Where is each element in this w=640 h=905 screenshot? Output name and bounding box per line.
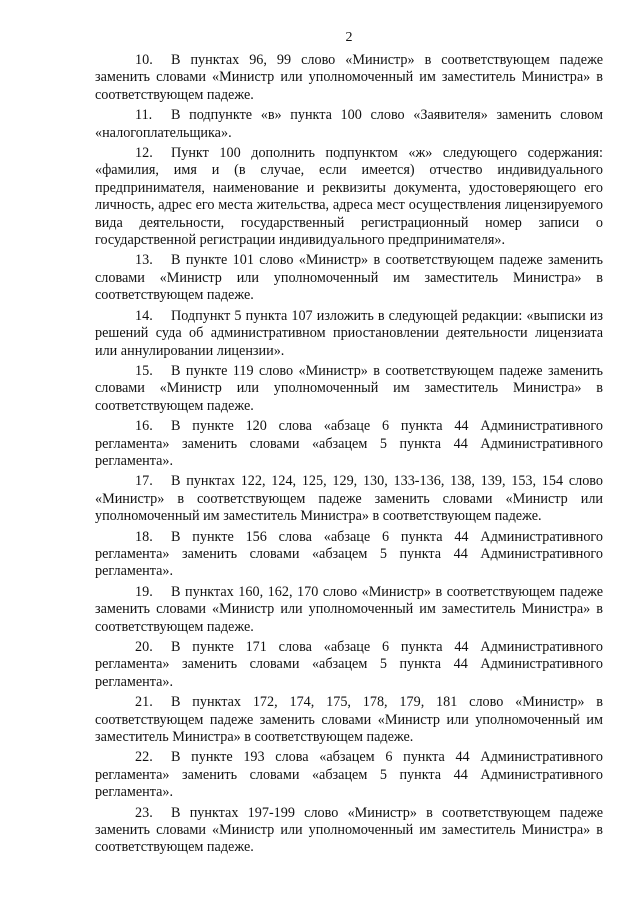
amendment-item-10 — [95, 52, 603, 104]
item-text: В пунктах 197-199 слово «Министр» в соответствующем падеже заменить словами «Министр или уполномоченный им заместитель Министра» в соответствующем падеже. — [95, 804, 603, 856]
item-text: В пункте 119 слово «Министр» в соответствующем падеже заменить словами «Министр или уполномоченный им заместитель Министра» в соответствующем падеже. — [95, 362, 603, 414]
item-text: В пункте 171 слова «абзаце 6 пункта 44 Административного регламента» заменить словами «абзацем 5 пункта 44 Административного регламента». — [95, 639, 603, 690]
amendment-item-21 — [95, 694, 603, 746]
item-text: В пунктах 122, 124, 125, 129, 130, 133-136, 138, 139, 153, 154 слово «Министр» в соответствующем падеже заменить словами «Министр или уполномоченный им заместитель Министра» в соответствующем падеже. — [95, 473, 603, 525]
amendment-item-23 — [95, 805, 603, 857]
amendment-item-18 — [95, 529, 603, 581]
amendment-item-19 — [95, 584, 603, 636]
amendment-item-20 — [95, 639, 603, 691]
item-number: 10. — [135, 52, 153, 68]
amendment-item-13 — [95, 252, 603, 304]
amendment-item-17 — [95, 473, 603, 525]
item-text: В пункте 120 слова «абзаце 6 пункта 44 Административного регламента» заменить словами «абзацем 5 пункта 44 Административного регламента». — [95, 418, 603, 469]
item-number: 23. — [135, 804, 153, 821]
item-number: 22. — [135, 749, 153, 766]
page-number: 2 — [345, 30, 353, 45]
item-number: 21. — [135, 694, 153, 711]
item-text: В пунктах 172, 174, 175, 178, 179, 181 слово «Министр» в соответствующем падеже заменить словами «Министр или уполномоченный им заместитель Министра» в соответствующем падеже. — [95, 694, 603, 746]
item-text: В пункте 193 слова «абзацем 6 пункта 44 Административного регламента» заменить словами «абзацем 5 пункта 44 Административного регламента». — [95, 749, 603, 801]
item-number: 13. — [135, 252, 153, 269]
item-number: 19. — [135, 583, 153, 600]
item-text: В пунктах 96, 99 слово «Министр» в соответствующем падеже заменить словами «Министр или уполномоченный им заместитель Министра» в соответствующем падеже. — [95, 52, 603, 103]
item-number: 12. — [135, 145, 153, 162]
item-number: 14. — [135, 307, 153, 324]
item-text: В пункте 156 слова «абзаце 6 пункта 44 Административного регламента» заменить словами «абзацем 5 пункта 44 Административного регламента». — [95, 528, 603, 580]
amendment-item-14 — [95, 308, 603, 360]
amendment-item-16 — [95, 418, 603, 470]
amendment-item-15 — [95, 363, 603, 415]
amendment-item-12 — [95, 145, 603, 249]
item-number: 11. — [135, 107, 153, 124]
document-page — [95, 30, 603, 860]
item-text: Пункт 100 дополнить подпунктом «ж» следующего содержания: «фамилия, имя и (в случае, если имеется) отчество индивидуального предпринимателя, наименование и реквизиты документа, удостоверяющего его личность, адрес его места жительства, адреса мест осуществления лицензируемого вида деятельности, государственный регистрационный номер записи о государственной регистрации индивидуального предпринимателя». — [95, 145, 603, 249]
item-number: 16. — [135, 418, 153, 435]
amendment-item-22 — [95, 749, 603, 801]
amendment-item-11 — [95, 107, 603, 142]
item-number: 17. — [135, 473, 153, 490]
item-text: В подпункте «в» пункта 100 слово «Заявителя» заменить словом «налогоплательщика». — [95, 107, 603, 141]
item-text: Подпункт 5 пункта 107 изложить в следующей редакции: «выписки из решений суда об административном приостановлении деятельности лицензиата или аннулировании лицензии». — [95, 307, 603, 359]
item-text: В пунктах 160, 162, 170 слово «Министр» в соответствующем падеже заменить словами «Министр или уполномоченный им заместитель Министра» в соответствующем падеже. — [95, 583, 603, 635]
item-number: 15. — [135, 362, 153, 379]
item-number: 20. — [135, 639, 153, 655]
item-number: 18. — [135, 528, 153, 545]
item-text: В пункте 101 слово «Министр» в соответствующем падеже заменить словами «Министр или уполномоченный им заместитель Министра» в соответствующем падеже. — [95, 252, 603, 304]
